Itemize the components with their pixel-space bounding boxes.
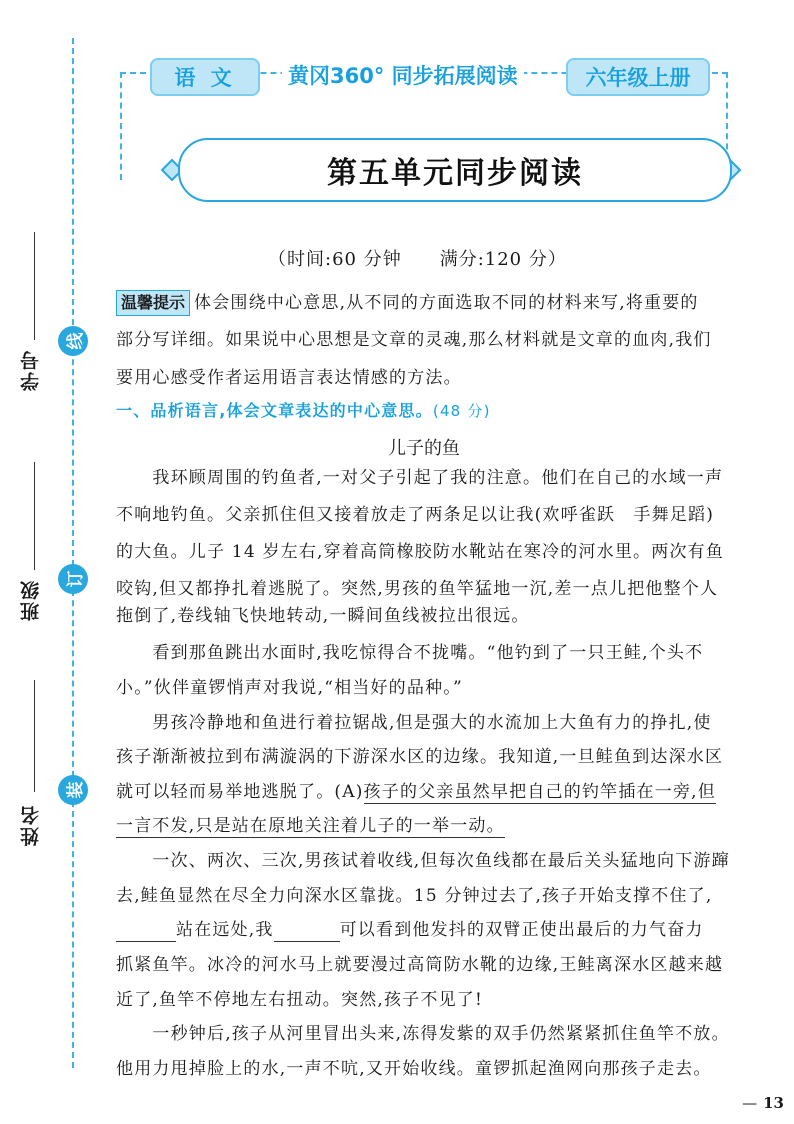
tip-text-1: 体会围绕中心意思,从不同的方面选取不同的材料来写,将重要的: [194, 293, 699, 313]
body-line: 看到那鱼跳出水面时,我吃惊得合不拢嘴。“他钓到了一只王鲑,个头不: [116, 643, 704, 663]
name-blank[interactable]: [34, 680, 35, 792]
body-line: 一秒钟后,孩子从河里冒出头来,冻得发紫的双手仍然紧紧抓住鱼竿不放。: [116, 1024, 730, 1044]
exam-info: （时间:60 分钟 满分:120 分）: [268, 249, 567, 270]
body-line: 我环顾周围的钓鱼者,一对父子引起了我的注意。他们在自己的水域一声: [116, 468, 724, 488]
name-field: [10, 795, 50, 855]
underlined-sentence-a-part2: 一言不发,只是站在原地关注着儿子的一举一动。: [116, 816, 505, 836]
student-id-blank[interactable]: [34, 232, 35, 340]
grade-pill: 六年级上册: [566, 58, 710, 96]
tip-badge: 温馨提示: [116, 290, 190, 316]
body-line-with-underline: [116, 780, 716, 804]
class-label: 班级: [19, 579, 42, 621]
underlined-sentence-a-part1: 孩子的父亲虽然早把自己的钓竿插在一旁,但: [363, 782, 716, 802]
tip-line-2: 部分写详细。如果说中心思想是文章的灵魂,那么材料就是文章的血肉,我们: [116, 330, 712, 350]
body-line: 小。”伙伴童锣悄声对我说,“相当好的品种。”: [116, 678, 463, 698]
body-text: 站在远处,我: [176, 920, 274, 940]
body-text: 可以看到他发抖的双臂正使出最后的力气奋力: [339, 920, 704, 940]
body-line: 一次、两次、三次,男孩试着收线,但每次鱼线都在最后关头猛地向下游蹿: [116, 851, 730, 871]
tip-line-3: 要用心感受作者运用语言表达情感的方法。: [116, 368, 462, 388]
body-line: 近了,鱼竿不停地左右扭动。突然,孩子不见了!: [116, 990, 484, 1010]
section-1-score: (48 分): [432, 402, 491, 420]
body-line: 孩子渐渐被拉到布满漩涡的下游深水区的边缘。我知道,一旦鲑鱼到达深水区: [116, 747, 724, 767]
body-text: 就可以轻而易举地逃脱了。(A): [116, 782, 364, 802]
unit-title-box: [178, 138, 732, 202]
body-line-with-blanks: [116, 918, 704, 942]
binding-dashed-line: [72, 38, 74, 1068]
page-number: [742, 1094, 784, 1112]
body-line: 男孩冷静地和鱼进行着拉锯战,但是强大的水流加上大鱼有力的挣扎,使: [116, 713, 712, 733]
binding-mark-xian: 线: [58, 326, 88, 356]
body-line: 他用力甩掉脸上的水,一声不吭,又开始收线。童锣抓起渔网向那孩子走去。: [116, 1059, 712, 1079]
section-1-title: 一、品析语言,体会文章表达的中心意思。: [116, 401, 433, 420]
subject-pill: 语 文: [150, 58, 260, 96]
student-id-field: [10, 340, 50, 400]
fill-blank-2[interactable]: [274, 923, 340, 942]
page-number-value: 13: [763, 1094, 784, 1112]
tip-line-1: [116, 290, 699, 316]
unit-title: 第五单元同步阅读: [327, 156, 583, 191]
body-line: 不响地钓鱼。父亲抓住但又接着放走了两条足以让我(欢呼雀跃 手舞足蹈): [116, 505, 715, 525]
class-field: [10, 570, 50, 630]
body-line: 咬钩,但又都挣扎着逃脱了。突然,男孩的鱼竿猛地一沉,差一点儿把他整个人: [116, 579, 719, 599]
body-line: 拖倒了,卷线轴飞快地转动,一瞬间鱼线被拉出很远。: [116, 606, 530, 626]
section-1-heading: [116, 399, 491, 423]
body-line: 去,鲑鱼显然在尽全力向深水区靠拢。15 分钟过去了,孩子开始支撑不住了,: [116, 886, 713, 906]
class-blank[interactable]: [34, 462, 35, 570]
name-label: 姓名: [19, 804, 42, 846]
binding-mark-zhuang: 装: [58, 775, 88, 805]
series-title: 黄冈360° 同步拓展阅读: [282, 60, 524, 90]
body-line: 的大鱼。儿子 14 岁左右,穿着高筒橡胶防水靴站在寒冷的河水里。两次有鱼: [116, 542, 725, 562]
student-id-label: 学号: [19, 349, 42, 391]
story-title: 儿子的鱼: [388, 438, 460, 459]
body-line: 抓紧鱼竿。冰冷的河水马上就要漫过高筒防水靴的边缘,王鲑离深水区越来越: [116, 955, 724, 975]
fill-blank-1[interactable]: [116, 923, 176, 942]
binding-mark-ding: 订: [58, 564, 88, 594]
body-line-with-underline: [116, 814, 505, 838]
page-number-dash: —: [742, 1094, 758, 1112]
